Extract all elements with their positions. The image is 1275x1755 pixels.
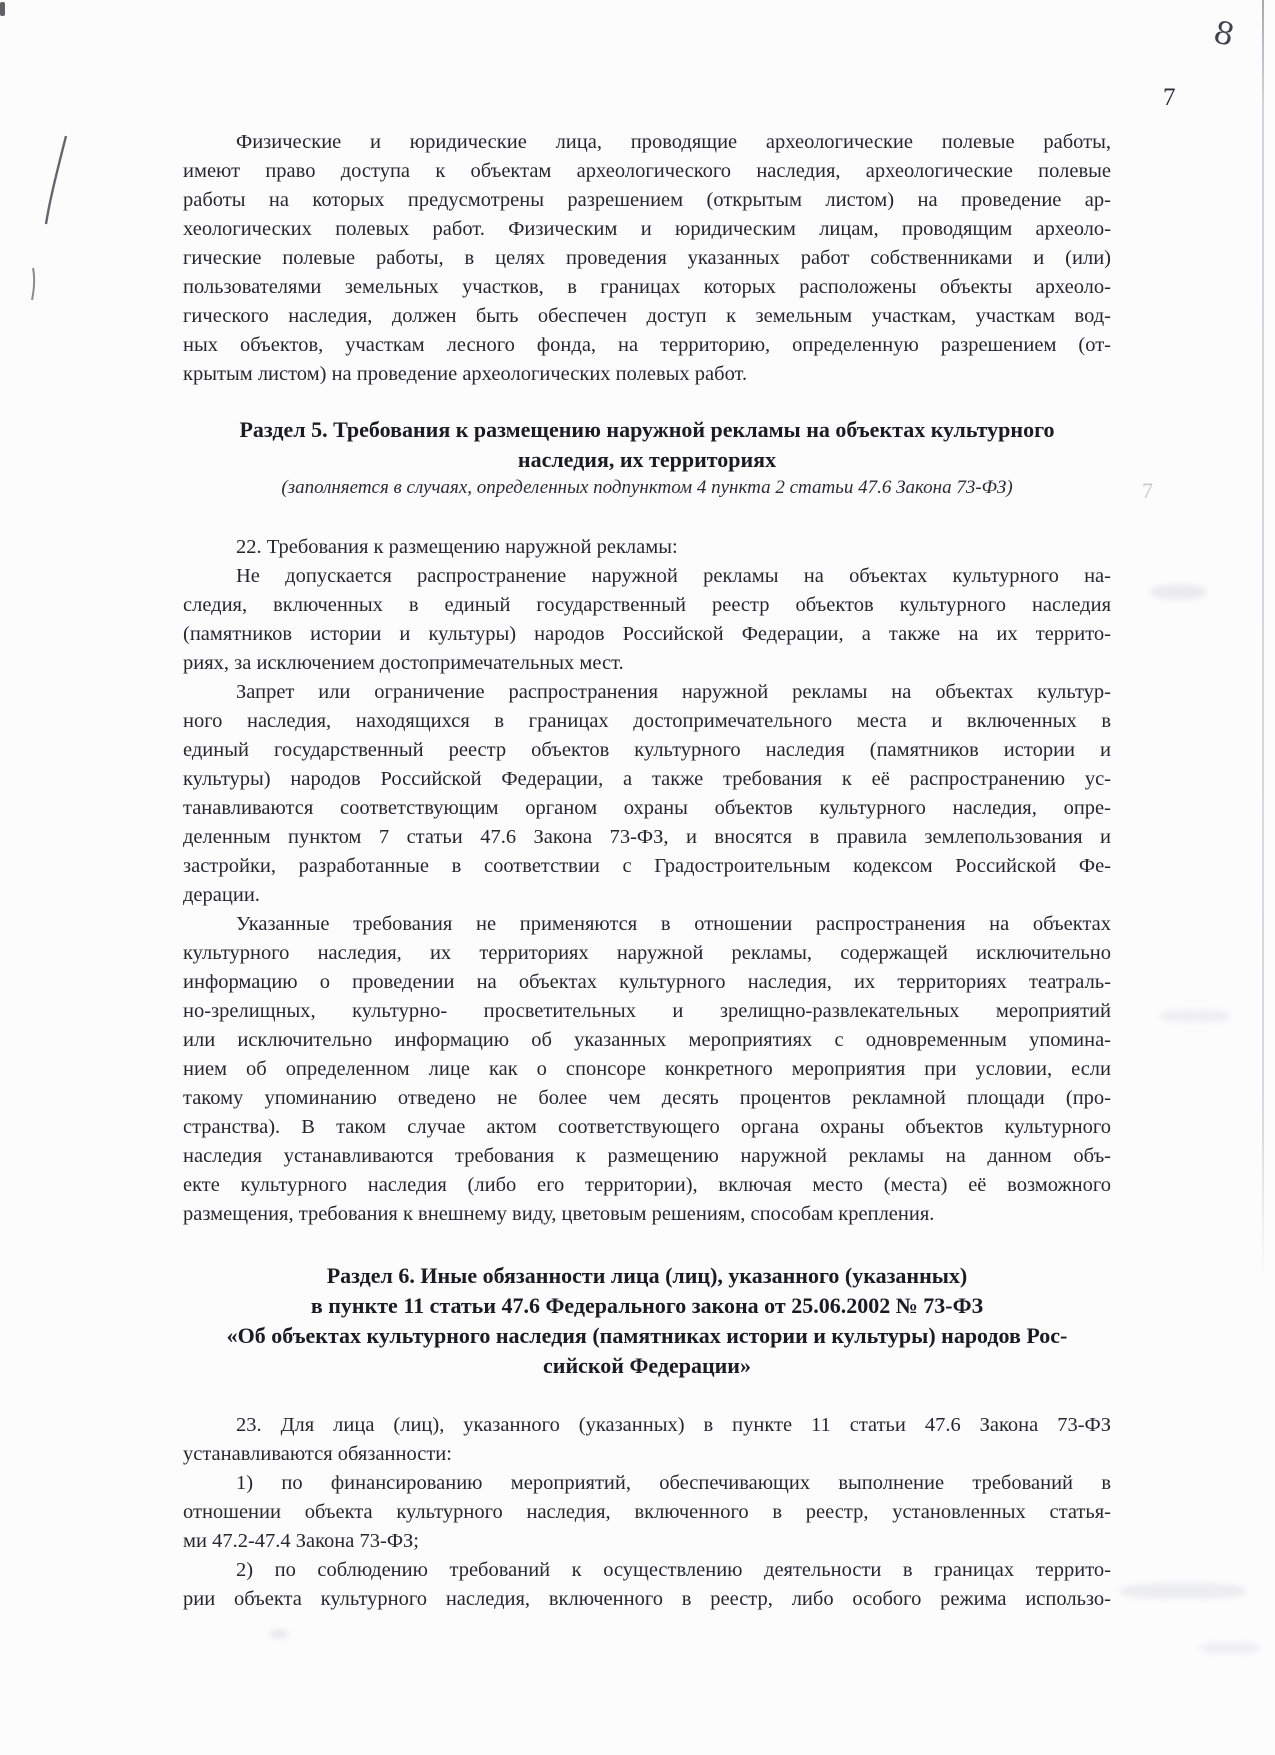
handwritten-page-number: 8 (1209, 14, 1238, 54)
section5-note: (заполняется в случаях, определенных подпунктом 4 пункта 2 статьи 47.6 Закона 73-ФЗ) (281, 477, 1013, 498)
scan-smudge (1160, 1010, 1230, 1022)
pen-stroke-marks (20, 120, 80, 310)
scan-smudge (1120, 1583, 1246, 1599)
section5-title: Раздел 5. Требования к размещению наружной рекламы на объектах культурного наследия, их территориях (239, 417, 1055, 472)
scan-smudge (1200, 1642, 1260, 1654)
paragraph-advertising-exception: Указанные требования не применяются в отношении распространения на объектах культурного наследия, их территориях наружной рекламы, содержащей исключительно информацию о проведении на объектах культурного наследия, их территориях театраль- но-зрелищных, культурно- просветительных и зрелищно-развлекательных мероприятий или исключительно информацию об указанных мероприятиях с одновременным упомина- нием об определенном лице как о спонсоре конкретного мероприятия при условии, если такому упоминанию отведено не более чем десять процентов рекламной площади (про- странства). В таком случае актом соответствующего органа охраны объектов культурного наследия устанавливаются требования к размещению наружной рекламы на данном объ- екте культурного наследия (либо его территории), включая место (места) её возможного размещения, требования к внешнему виду, цветовым решениям, способам крепления. (183, 913, 1111, 1225)
document-body (183, 128, 1111, 1614)
item23-heading: 23. Для лица (лиц), указанного (указанных) в пункте 11 статьи 47.6 Закона 73-ФЗ устанавливаются обязанности: (183, 1414, 1111, 1465)
bleed-through-ghost-number: 7 (1142, 478, 1153, 503)
section6-title: Раздел 6. Иные обязанности лица (лиц), указанного (указанных) в пункте 11 статьи 47.6 Федерального закона от 25.06.2002 № 73-ФЗ «Об объектах культурного наследия (памятниках истории и культуры) народов Рос- сийской Федерации» (226, 1263, 1068, 1378)
paragraph-archaeology-access: Физические и юридические лица, проводящие археологические полевые работы, имеют право доступа к объектам археологического наследия, археологические полевые работы на которых предусмотрены разрешением (открытым листом) на проведение ар- хеологических полевых работ. Физическим и юридическим лицам, проводящим археоло- гические полевые работы, в целях проведения указанных работ собственниками и (или) пользователями земельных участков, в границах которых расположены объекты археоло- гического наследия, должен быть обеспечен доступ к земельным участкам, участкам вод- ных объектов, участкам лесного фонда, на территорию, определенную разрешением (от- крытым листом) на проведение археологических полевых работ. (183, 131, 1111, 385)
paragraph-advertising-ban-rules: Запрет или ограничение распространения наружной рекламы на объектах культур- ного наследия, находящихся в границах достопримечательного места и включенных в единый государственный реестр объектов культурного наследия (памятников истории и культуры) народов Российской Федерации, а также требования к её распространению ус- танавливаются соответствующим органом охраны объектов культурного наследия, опре- деленным пунктом 7 статьи 47.6 Закона 73-ФЗ, и вносятся в правила землепользования и застройки, разработанные в соответствии с Градостроительным кодексом Российской Фе- дерации. (183, 681, 1111, 906)
scan-corner-mark (0, 2, 5, 16)
page-number: 7 (1163, 84, 1176, 111)
scan-smudge (270, 1630, 288, 1638)
item23-subitem2: 2) по соблюдению требований к осуществлению деятельности в границах террито- рии объекта культурного наследия, включенного в реестр, либо особого режима использо- (183, 1559, 1111, 1610)
paragraph-advertising-prohibition: Не допускается распространение наружной рекламы на объектах культурного на- следия, включенных в единый государственный реестр объектов культурного наследия (памятников истории и культуры) народов Российской Федерации, а также на их террито- риях, за исключением достопримечательных мест. (183, 565, 1111, 674)
scan-edge-line (1262, 0, 1264, 1280)
item23-subitem1: 1) по финансированию мероприятий, обеспечивающих выполнение требований в отношении объекта культурного наследия, включенного в реестр, установленных статья- ми 47.2-47.4 Закона 73-ФЗ; (183, 1472, 1111, 1552)
item22-heading: 22. Требования к размещению наружной рекламы: (236, 536, 678, 558)
scan-smudge (1150, 585, 1206, 599)
